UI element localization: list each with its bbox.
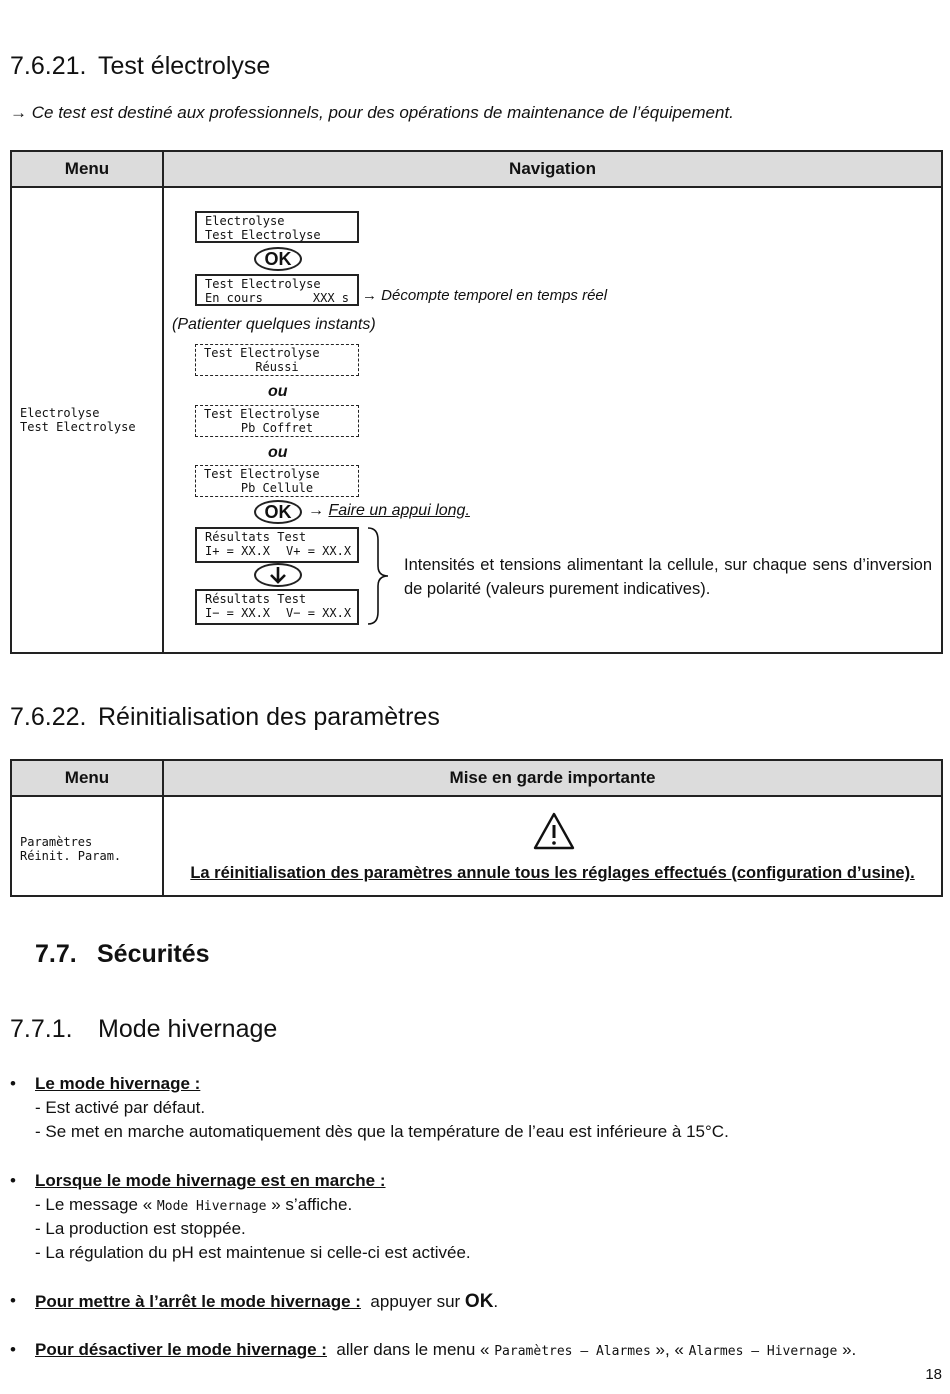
or-label: ou — [268, 383, 288, 400]
arrow-icon: → — [308, 502, 324, 519]
list-item: - Se met en marche automatiquement dès que la température de l’eau est inférieure à 15°C. — [35, 1122, 729, 1141]
down-arrow-button-icon — [254, 563, 302, 587]
wait-note: (Patienter quelques instants) — [172, 316, 376, 333]
col-navigation-header: Navigation — [163, 151, 942, 187]
list-item: - La régulation du pH est maintenue si celle-ci est activée. — [35, 1243, 471, 1262]
menu-path: Electrolyse Test Electrolyse — [20, 406, 136, 434]
lcd-screen-reussi: Test Electrolyse Réussi — [195, 344, 359, 376]
lcd-screen-pb-coffret: Test Electrolyse Pb Coffret — [195, 405, 359, 437]
ok-button-icon: OK — [254, 500, 302, 524]
ok-button-icon: OK — [254, 247, 302, 271]
bullet-icon: • — [10, 1340, 16, 1359]
page-number: 18 — [925, 1366, 942, 1383]
arrow-icon: → — [10, 103, 27, 122]
warning-cell — [163, 796, 942, 896]
bullet-icon: • — [10, 1291, 16, 1310]
arrow-icon: → — [362, 287, 377, 304]
menu-cell — [11, 796, 163, 896]
reinit-table — [10, 759, 943, 897]
menu-path: Paramètres Réinit. Param. — [20, 835, 122, 863]
or-label: ou — [268, 444, 288, 461]
bullet-line: Pour désactiver le mode hivernage : aller dans le menu « Paramètres – Alarmes », « Alarmes – Hivernage ». — [35, 1340, 857, 1359]
bullet-heading: Lorsque le mode hivernage est en marche : — [35, 1171, 386, 1190]
lcd-screen-results-minus: Résultats Test I− = XX.X V− = XX.X — [195, 589, 359, 625]
col-warning-header: Mise en garde importante — [163, 760, 942, 796]
section-heading-mode-hivernage: 7.7.1. Mode hivernage — [10, 1015, 278, 1043]
lcd-screen-en-cours: Test Electrolyse En cours XXX s — [195, 274, 359, 306]
bullet-icon: • — [10, 1074, 16, 1093]
bullet-icon: • — [10, 1171, 16, 1190]
section-heading-securites: 7.7. Sécurités — [35, 940, 210, 968]
col-menu-header: Menu — [11, 760, 163, 796]
countdown-note: → Décompte temporel en temps réel — [362, 287, 608, 304]
intro-text: → Ce test est destiné aux professionnels, pour des opérations de maintenance de l’équipement. — [10, 103, 734, 122]
section-number: 7.6.21. — [10, 52, 87, 80]
ok-key: OK — [464, 1291, 494, 1312]
section-title: Test électrolyse — [98, 52, 271, 80]
menu-cell — [11, 187, 163, 653]
col-menu-header: Menu — [11, 151, 163, 187]
lcd-screen-electrolyse: Electrolyse Test Electrolyse — [195, 211, 359, 243]
section-heading-test-electrolyse — [10, 52, 270, 81]
lcd-screen-results-plus: Résultats Test I+ = XX.X V+ = XX.X — [195, 527, 359, 563]
section-heading-reinit: 7.6.22. Réinitialisation des paramètres — [10, 703, 440, 731]
results-explanation: Intensités et tensions alimentant la cellule, sur chaque sens d’inversion de polarité (valeurs purement indicatives). — [404, 556, 932, 598]
warning-text: La réinitialisation des paramètres annule tous les réglages effectués (configuration d’usine). — [190, 864, 915, 882]
long-press-note: → Faire un appui long. — [308, 502, 470, 519]
warning-icon — [532, 811, 576, 851]
bullet-line: Pour mettre à l’arrêt le mode hivernage : appuyer sur OK. — [35, 1291, 499, 1312]
list-item: - Est activé par défaut. — [35, 1098, 206, 1117]
bullet-heading: Le mode hivernage : — [35, 1074, 201, 1093]
list-item: - Le message « Mode Hivernage » s’affiche. — [35, 1195, 353, 1214]
curly-brace-icon — [366, 526, 396, 626]
lcd-screen-pb-cellule: Test Electrolyse Pb Cellule — [195, 465, 359, 497]
list-item: - La production est stoppée. — [35, 1219, 246, 1238]
